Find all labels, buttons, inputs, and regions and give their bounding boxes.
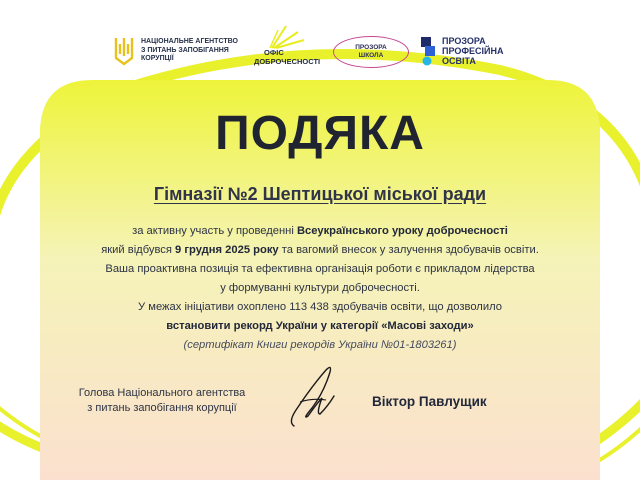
signatory-name: Віктор Павлущик: [372, 394, 487, 409]
certificate-body: [40, 222, 600, 355]
body-line-1: за активну участь у проведенні Всеукраїнського уроку доброчесності: [132, 225, 508, 237]
integrity-office-logo: [252, 24, 321, 66]
body-line-4: у формуванні культури доброчесності.: [220, 282, 420, 294]
transparent-prof-education-logo: [420, 36, 542, 66]
signatory-position: Голова Національного агентства з питань запобігання корупції: [78, 387, 246, 414]
trident-icon: [113, 36, 135, 66]
transparent-school-oval: ПРОЗОРА ШКОЛА: [333, 36, 409, 68]
certificate-title: ПОДЯКА: [215, 107, 425, 160]
body-line-5: У межах ініціативи охоплено 113 438 здобувачів освіти, що дозволило: [138, 301, 502, 313]
recipient-name: Гімназії №2 Шептицької міської ради: [153, 184, 487, 204]
transparent-school-logo: [333, 36, 409, 68]
record-statement: встановити рекорд України у категорії «Масові заходи»: [166, 320, 474, 332]
partner-logos: [0, 0, 640, 78]
rays-icon: [252, 24, 312, 50]
integrity-office-text: ОФІС ДОБРОЧЕСНОСТІ: [254, 48, 321, 66]
record-certificate-number: (сертифікат Книги рекордів України №01-1803261): [183, 339, 457, 351]
nazk-logo: [113, 36, 251, 66]
body-line-3: Ваша проактивна позиція та ефективна організація роботи є прикладом лідерства: [105, 263, 535, 275]
prof-education-text: ПРОЗОРА ПРОФЕСІЙНА ОСВІТА: [442, 36, 504, 66]
body-line-2: який відбувся 9 грудня 2025 року та вагомий внесок у залучення здобувачів освіти.: [101, 244, 539, 256]
nazk-logo-text: НАЦІОНАЛЬНЕ АГЕНТСТВО З ПИТАНЬ ЗАПОБІГАННЯ КОРУПЦІЇ: [141, 38, 238, 63]
handwritten-signature: [282, 362, 342, 430]
blocks-icon: [420, 36, 436, 66]
